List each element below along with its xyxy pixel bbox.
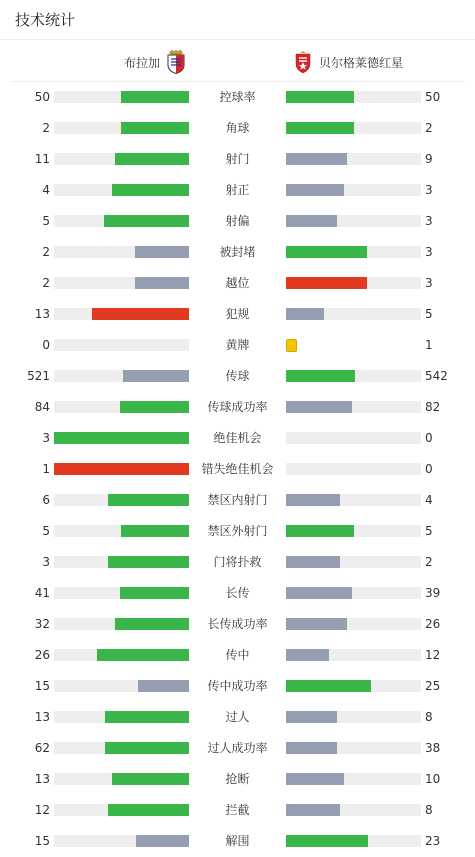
away-team[interactable] <box>293 49 403 75</box>
away-bar-track <box>286 122 421 134</box>
home-bar-fill <box>97 649 189 661</box>
home-bar-track <box>54 649 189 661</box>
away-bar-fill <box>286 835 368 847</box>
stat-label: 黄牌 <box>225 338 250 352</box>
home-bar-fill <box>121 91 189 103</box>
stat-label: 抢断 <box>225 772 250 786</box>
stat-label: 传球 <box>225 369 250 383</box>
stat-label: 禁区内射门 <box>207 493 268 507</box>
away-value: 542 <box>425 369 448 383</box>
home-bar-track <box>54 680 189 692</box>
home-value: 6 <box>42 493 50 507</box>
stat-label: 角球 <box>225 121 250 135</box>
away-value: 82 <box>425 400 441 414</box>
home-bar-track <box>54 184 189 196</box>
away-value: 50 <box>425 90 441 104</box>
home-bar-track <box>54 556 189 568</box>
braga-crest-icon <box>166 50 186 74</box>
away-bar-fill <box>286 773 344 785</box>
home-value: 5 <box>42 214 50 228</box>
home-bar-track <box>54 153 189 165</box>
home-bar-track <box>54 804 189 816</box>
home-bar-track <box>54 773 189 785</box>
home-value: 11 <box>34 152 50 166</box>
stat-label: 射门 <box>225 152 250 166</box>
home-value: 41 <box>34 586 50 600</box>
away-bar-fill <box>286 804 340 816</box>
stat-label: 传球成功率 <box>207 400 268 414</box>
away-bar-track <box>286 773 421 785</box>
away-bar-fill <box>286 401 352 413</box>
home-value: 13 <box>34 710 50 724</box>
away-bar-fill <box>286 618 347 630</box>
home-bar-fill <box>121 122 189 134</box>
away-value: 25 <box>425 679 441 693</box>
away-value: 0 <box>425 431 433 445</box>
away-bar-track <box>286 649 421 661</box>
stat-row <box>0 237 475 268</box>
stat-row <box>0 826 475 857</box>
away-value: 0 <box>425 462 433 476</box>
stat-label: 绝佳机会 <box>213 431 262 445</box>
away-bar-track <box>286 91 421 103</box>
away-bar-track <box>286 835 421 847</box>
home-bar-track <box>54 246 189 258</box>
home-bar-fill <box>105 711 189 723</box>
home-value: 3 <box>42 555 50 569</box>
away-bar-track <box>286 277 421 289</box>
home-value: 2 <box>42 276 50 290</box>
home-bar-fill <box>108 804 189 816</box>
home-value: 13 <box>34 307 50 321</box>
home-bar-fill <box>104 215 189 227</box>
away-bar-track <box>286 215 421 227</box>
away-value: 23 <box>425 834 441 848</box>
home-bar-track <box>54 618 189 630</box>
home-bar-fill <box>135 246 189 258</box>
home-bar-track <box>54 494 189 506</box>
home-value: 13 <box>34 772 50 786</box>
home-bar-track <box>54 401 189 413</box>
away-bar-track <box>286 153 421 165</box>
away-bar-track <box>286 618 421 630</box>
away-value: 1 <box>425 338 433 352</box>
home-bar-fill <box>120 587 189 599</box>
stat-row <box>0 547 475 578</box>
home-value: 15 <box>34 679 50 693</box>
stat-row <box>0 423 475 454</box>
stat-label: 射偏 <box>225 214 250 228</box>
stat-row <box>0 268 475 299</box>
stat-label: 传中成功率 <box>207 679 268 693</box>
stat-label: 射正 <box>225 183 250 197</box>
home-bar-track <box>54 215 189 227</box>
stat-row <box>0 485 475 516</box>
home-bar-fill <box>115 153 189 165</box>
away-bar-fill <box>286 246 367 258</box>
away-bar-track <box>286 742 421 754</box>
home-bar-track <box>54 432 189 444</box>
away-value: 38 <box>425 741 441 755</box>
home-bar-track <box>54 711 189 723</box>
stat-row <box>0 82 475 113</box>
away-bar-track <box>286 401 421 413</box>
away-bar-fill <box>286 680 371 692</box>
home-value: 5 <box>42 524 50 538</box>
away-bar-fill <box>286 277 367 289</box>
away-value: 10 <box>425 772 441 786</box>
away-bar-fill <box>286 184 344 196</box>
away-value: 9 <box>425 152 433 166</box>
stats-list <box>0 82 475 857</box>
home-bar-track <box>54 742 189 754</box>
away-bar-track <box>286 463 421 475</box>
away-value: 2 <box>425 121 433 135</box>
home-value: 50 <box>34 90 50 104</box>
home-bar-track <box>54 370 189 382</box>
away-value: 39 <box>425 586 441 600</box>
away-bar-fill <box>286 370 355 382</box>
stat-label: 错失绝佳机会 <box>201 462 274 476</box>
home-bar-track <box>54 587 189 599</box>
stat-row <box>0 671 475 702</box>
stat-label: 控球率 <box>219 90 256 104</box>
home-value: 0 <box>42 338 50 352</box>
home-bar-track <box>54 308 189 320</box>
away-bar-track <box>286 587 421 599</box>
home-bar-track <box>54 91 189 103</box>
stat-row <box>0 516 475 547</box>
home-bar-fill <box>105 742 189 754</box>
home-value: 521 <box>27 369 50 383</box>
home-bar-track <box>54 835 189 847</box>
stat-label: 过人 <box>225 710 250 724</box>
home-bar-fill <box>112 184 189 196</box>
home-value: 32 <box>34 617 50 631</box>
home-bar-fill <box>92 308 189 320</box>
stat-label: 长传 <box>225 586 250 600</box>
yellow-card-icon <box>286 339 297 352</box>
away-bar-fill <box>286 587 352 599</box>
stat-label: 被封堵 <box>219 245 256 259</box>
away-value: 5 <box>425 307 433 321</box>
stat-row <box>0 454 475 485</box>
stat-label: 解围 <box>225 834 250 848</box>
stat-row <box>0 330 475 361</box>
home-bar-fill <box>108 494 189 506</box>
away-value: 8 <box>425 803 433 817</box>
stat-label: 拦截 <box>225 803 250 817</box>
away-bar-track <box>286 308 421 320</box>
stat-row <box>0 113 475 144</box>
away-value: 12 <box>425 648 441 662</box>
red-star-belgrade-crest-icon <box>293 50 313 74</box>
away-bar-track <box>286 711 421 723</box>
home-bar-track <box>54 463 189 475</box>
away-bar-track <box>286 680 421 692</box>
away-bar-track <box>286 494 421 506</box>
stat-row <box>0 299 475 330</box>
teams-bar <box>10 42 465 82</box>
away-value: 3 <box>425 214 433 228</box>
home-value: 4 <box>42 183 50 197</box>
home-team[interactable] <box>124 49 186 75</box>
away-bar-fill <box>286 494 340 506</box>
stat-row <box>0 578 475 609</box>
away-bar-fill <box>286 153 347 165</box>
stat-row <box>0 144 475 175</box>
home-bar-fill <box>112 773 189 785</box>
stats-header <box>0 0 475 40</box>
stat-label: 门将扑救 <box>213 555 262 569</box>
away-value: 3 <box>425 183 433 197</box>
away-bar-fill <box>286 711 337 723</box>
away-value: 8 <box>425 710 433 724</box>
page-title: 技术统计 <box>15 11 76 29</box>
home-bar-fill <box>115 618 189 630</box>
away-bar-track <box>286 804 421 816</box>
home-value: 12 <box>34 803 50 817</box>
home-bar-fill <box>108 556 189 568</box>
home-value: 62 <box>34 741 50 755</box>
home-bar-track <box>54 525 189 537</box>
home-bar-fill <box>54 432 189 444</box>
home-bar-track <box>54 277 189 289</box>
home-bar-fill <box>136 835 189 847</box>
home-value: 15 <box>34 834 50 848</box>
stat-row <box>0 640 475 671</box>
home-value: 26 <box>34 648 50 662</box>
stat-label: 禁区外射门 <box>207 524 268 538</box>
stat-row <box>0 361 475 392</box>
stat-row <box>0 392 475 423</box>
away-value: 4 <box>425 493 433 507</box>
stat-row <box>0 702 475 733</box>
home-value: 3 <box>42 431 50 445</box>
away-bar-track <box>286 556 421 568</box>
away-bar-fill <box>286 525 354 537</box>
away-team-name: 贝尔格莱德红星 <box>319 55 404 70</box>
stat-row <box>0 795 475 826</box>
home-bar-fill <box>54 463 189 475</box>
away-bar-fill <box>286 742 337 754</box>
home-value: 1 <box>42 462 50 476</box>
away-bar-fill <box>286 649 329 661</box>
home-bar-fill <box>123 370 189 382</box>
home-value: 2 <box>42 245 50 259</box>
away-value: 26 <box>425 617 441 631</box>
away-bar-track <box>286 184 421 196</box>
away-bar-track <box>286 432 421 444</box>
stat-row <box>0 609 475 640</box>
away-value: 5 <box>425 524 433 538</box>
home-bar-track <box>54 339 189 351</box>
stat-label: 传中 <box>225 648 250 662</box>
away-bar-fill <box>286 556 340 568</box>
away-bar-fill <box>286 91 354 103</box>
stat-row <box>0 206 475 237</box>
home-bar-track <box>54 122 189 134</box>
away-bar-fill <box>286 122 354 134</box>
home-team-name: 布拉加 <box>123 55 160 70</box>
home-value: 2 <box>42 121 50 135</box>
away-value: 2 <box>425 555 433 569</box>
stat-label: 犯规 <box>225 307 250 321</box>
away-bar-fill <box>286 308 324 320</box>
away-value: 3 <box>425 245 433 259</box>
home-bar-fill <box>121 525 189 537</box>
away-value: 3 <box>425 276 433 290</box>
stat-row <box>0 733 475 764</box>
home-bar-fill <box>135 277 189 289</box>
home-bar-fill <box>120 401 189 413</box>
stat-label: 越位 <box>225 276 250 290</box>
stat-label: 过人成功率 <box>207 741 268 755</box>
away-bar-fill <box>286 215 337 227</box>
away-bar-track <box>286 246 421 258</box>
stat-label: 长传成功率 <box>207 617 268 631</box>
stat-row <box>0 764 475 795</box>
stat-row <box>0 175 475 206</box>
away-bar-track <box>286 370 421 382</box>
home-bar-fill <box>138 680 189 692</box>
away-bar-track <box>286 525 421 537</box>
home-value: 84 <box>34 400 50 414</box>
